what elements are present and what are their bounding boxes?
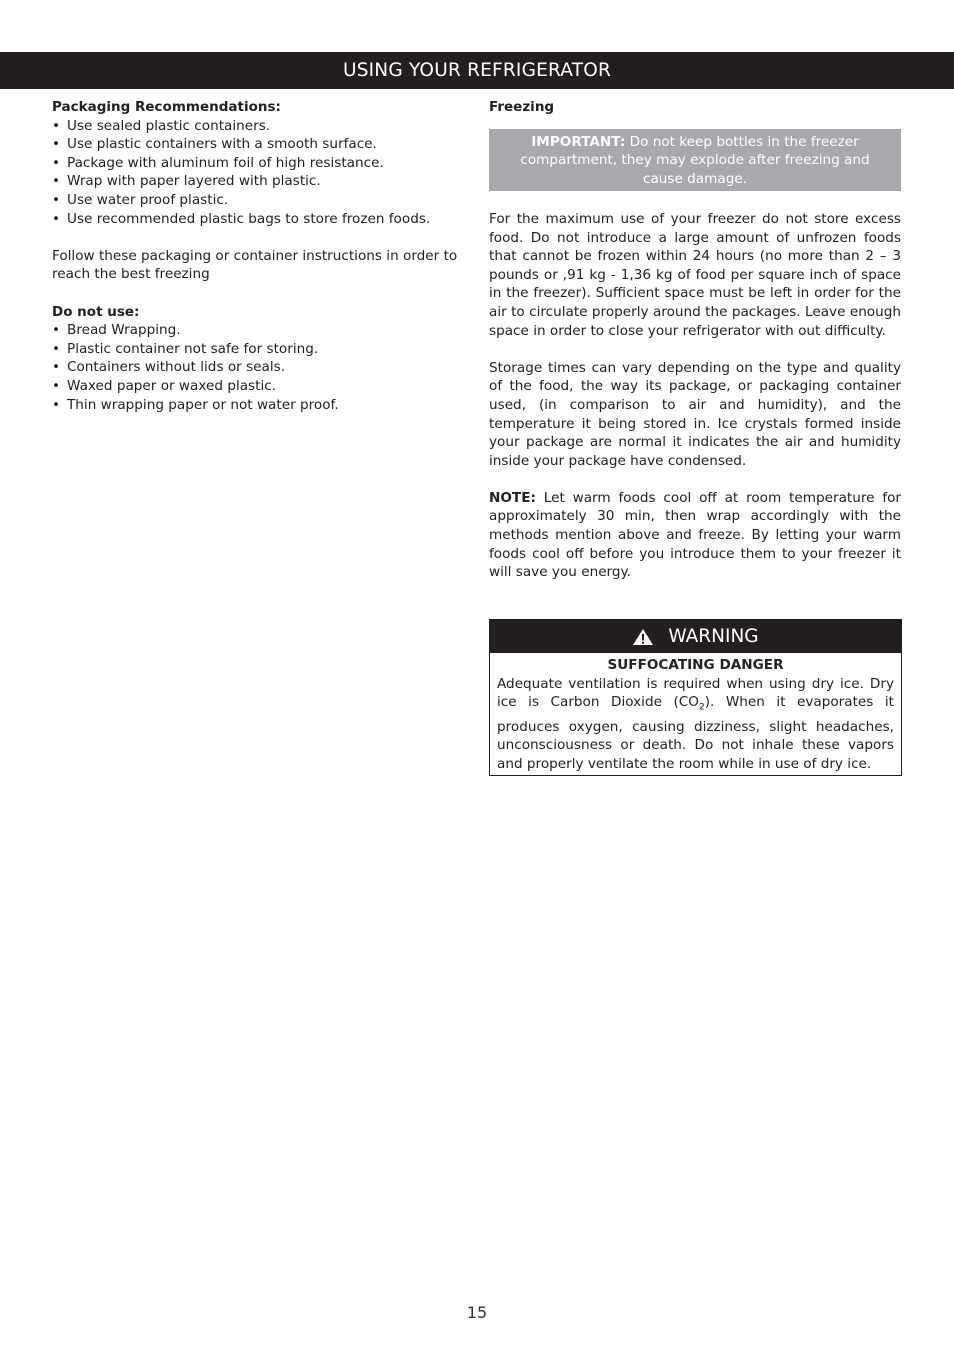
list-item: • Bread Wrapping. xyxy=(52,321,468,340)
important-text: Do not keep bottles in the freezer compartment, they may explode after freezing and cause damage. xyxy=(520,133,870,187)
list-item: • Thin wrapping paper or not water proof. xyxy=(52,396,468,415)
note-text: Let warm foods cool off at room temperature for approximately 30 min, then wrap accordingly with the methods mention above and freeze. By letting your warm foods cool off before you introduce them to your freezer it will save you energy. xyxy=(489,489,902,581)
storage-times-paragraph: Storage times can vary depending on the type and quality of the food, the way its package, or packaging container used, (in comparison to air and humidity), and the temperature it being stored in. Ice crystals formed inside your package are normal it indicates the air and humidity inside your package have condensed. xyxy=(489,359,901,469)
list-item: • Plastic container not safe for storing. xyxy=(52,340,468,359)
right-column xyxy=(489,98,901,582)
warning-subtitle: SUFFOCATING DANGER xyxy=(607,657,784,673)
warning-header xyxy=(490,620,901,653)
warning-text xyxy=(497,675,894,774)
warning-text-part: ). When it evaporates it produces oxygen, causing dizziness, slight headaches, unconsciousness or death. Do not inhale these vapors and properly ventilate the room while in use of dry ice. xyxy=(497,694,894,772)
warning-box xyxy=(489,619,902,776)
donot-list xyxy=(52,321,468,414)
follow-instructions-text: Follow these packaging or container instructions in order to reach the best freezing xyxy=(52,247,458,283)
warning-text-part: Adequate ventilation is required when using dry ice. Dry ice is Carbon Dioxide (CO xyxy=(497,675,894,711)
co2-subscript: 2 xyxy=(698,702,705,713)
warning-triangle-icon xyxy=(632,628,654,646)
list-item: • Containers without lids or seals. xyxy=(52,358,468,377)
left-column xyxy=(52,98,468,414)
important-label: IMPORTANT: xyxy=(531,133,626,150)
list-item: • Package with aluminum foil of high resistance. xyxy=(52,154,468,173)
list-item: • Use plastic containers with a smooth surface. xyxy=(52,135,468,154)
list-item: • Use sealed plastic containers. xyxy=(52,117,468,136)
freezer-usage-paragraph: For the maximum use of your freezer do not store excess food. Do not introduce a large amount of unfrozen foods that cannot be frozen within 24 hours (no more than 2 – 3 pounds or ,91 kg - 1,36 kg of food per square inch of space in the freezer). Sufficient space must be left in order for the air to circulate properly around the packages. Leave enough space in order to close your refrigerator with out difficulty. xyxy=(489,210,901,339)
section-title: USING YOUR REFRIGERATOR xyxy=(342,60,612,81)
list-item: • Waxed paper or waxed plastic. xyxy=(52,377,468,396)
list-item: • Use water proof plastic. xyxy=(52,191,468,210)
packaging-heading: Packaging Recommendations: xyxy=(52,99,281,115)
warning-title: WARNING xyxy=(668,626,759,647)
packaging-list xyxy=(52,117,468,229)
donot-heading: Do not use: xyxy=(52,303,140,320)
list-item: • Use recommended plastic bags to store frozen foods. xyxy=(52,210,468,229)
page-number: 15 xyxy=(466,1303,488,1322)
section-header xyxy=(0,52,954,89)
list-item: • Wrap with paper layered with plastic. xyxy=(52,172,468,191)
freezing-heading: Freezing xyxy=(489,99,555,115)
note-paragraph xyxy=(489,489,901,582)
important-notice xyxy=(489,129,901,192)
note-label: NOTE: xyxy=(489,489,536,506)
warning-body xyxy=(490,653,901,775)
